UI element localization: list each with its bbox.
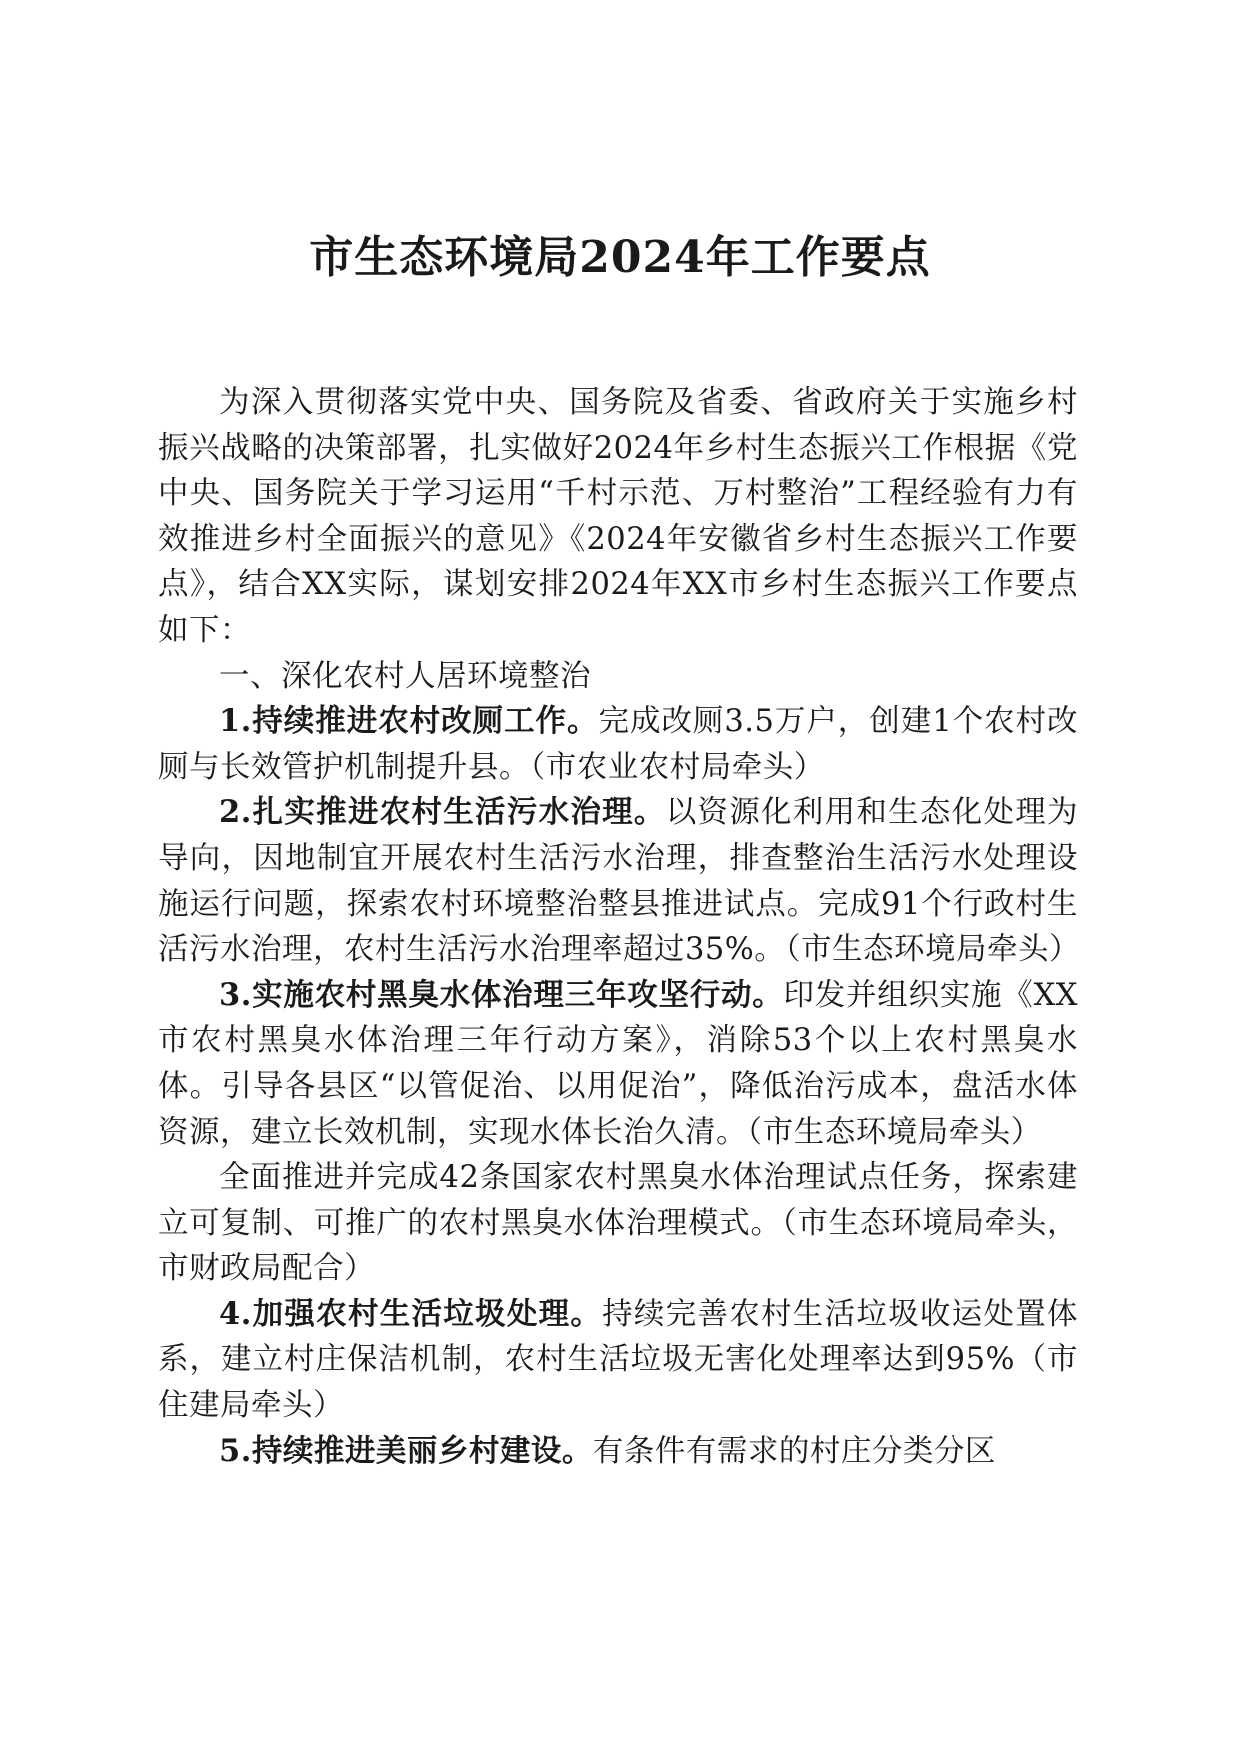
item-lead: 5.持续推进美丽乡村建设。 — [219, 1432, 593, 1469]
section-heading: 一、深化农村人居环境整治 — [219, 658, 591, 694]
item-paragraph-4 — [158, 1292, 1078, 1429]
page-title: 市生态环境局2024年工作要点 — [309, 232, 931, 283]
document-body — [158, 380, 1081, 1474]
item-text: 以资源化利用和生态化处理为导向，因地制宜开展农村生活污水治理，排查整治生活污水处理设施运行问题，探索农村环境整治整县推进试点。完成91个行政村生活污水治理，农村生活污水治理率超过35%。（市生态环境局牵头） — [158, 795, 1081, 968]
item-lead: 3.实施农村黑臭水体治理三年攻坚行动。 — [219, 976, 784, 1013]
extra-paragraph: 全面推进并完成42条国家农村黑臭水体治理试点任务，探索建立可复制、可推广的农村黑臭水体治理模式。（市生态环境局牵头，市财政局配合） — [158, 1160, 1078, 1287]
item-paragraph-1 — [158, 699, 1078, 790]
item-text: 完成改厕3.5万户，创建1个农村改厕与长效管护机制提升县。（市农业农村局牵头） — [158, 704, 1078, 785]
item-lead: 1.持续推进农村改厕工作。 — [219, 703, 599, 740]
item-paragraph-5 — [158, 1429, 1078, 1475]
intro-paragraph: 为深入贯彻落实党中央、国务院及省委、省政府关于实施乡村振兴战略的决策部署，扎实做好2024年乡村生态振兴工作根据《党中央、国务院关于学习运用“千村示范、万村整治”工程经验有力有效推进乡村全面振兴的意见》《2024年安徽省乡村生态振兴工作要点》，结合XX实际，谋划安排2024年XX市乡村生态振兴工作要点如下： — [158, 385, 1078, 648]
item-text: 印发并组织实施《XX市农村黑臭水体治理三年行动方案》，消除53个以上农村黑臭水体。引导各县区“以管促治、以用促治”，降低治污成本，盘活水体资源，建立长效机制，实现水体长治久清。（市生态环境局牵头） — [158, 977, 1078, 1150]
item-paragraph-2 — [158, 790, 1081, 972]
item-text: 有条件有需求的村庄分类分区 — [592, 1433, 996, 1469]
item-text: 持续完善农村生活垃圾收运处置体系，建立村庄保洁机制，农村生活垃圾无害化处理率达到95%（市住建局牵头） — [158, 1296, 1079, 1424]
item-paragraph-3 — [158, 973, 1078, 1155]
item-lead: 2.扎实推进农村生活污水治理。 — [219, 794, 666, 831]
item-lead: 4.加强农村生活垃圾处理。 — [219, 1295, 603, 1332]
